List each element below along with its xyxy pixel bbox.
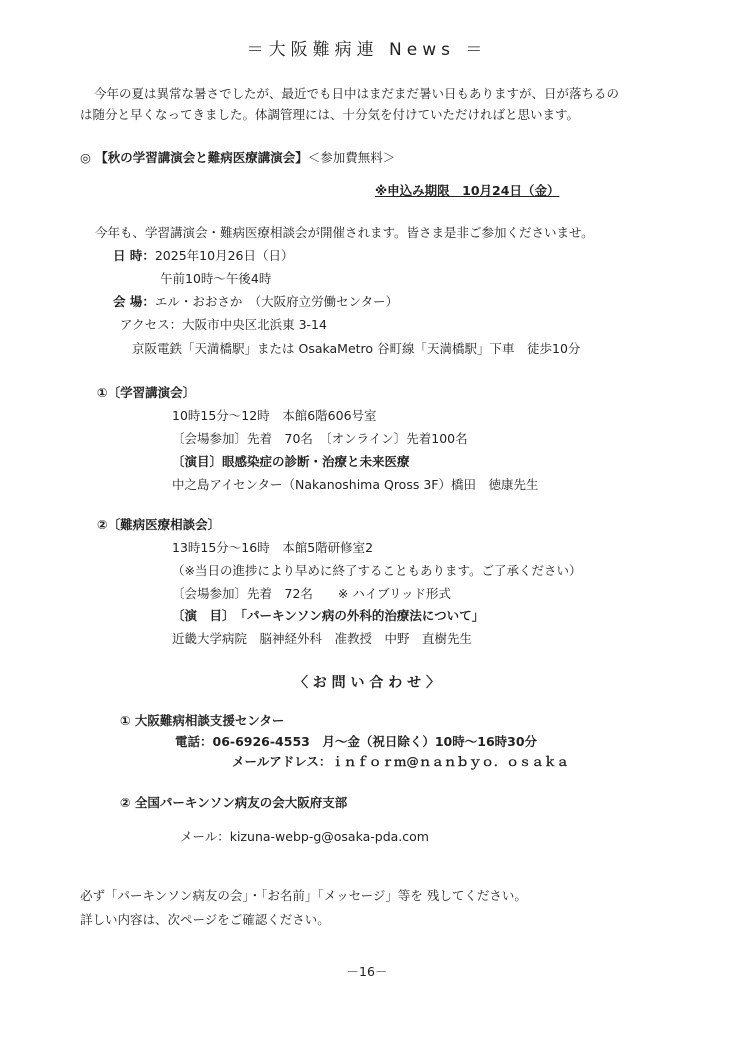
event-heading <box>80 150 395 166</box>
contact2-name: ② 全国パーキンソン病友の会大阪府支部 <box>120 795 348 810</box>
page-number: －16－ <box>346 964 388 979</box>
session2-line: 〔会場参加〕先着 72名 ※ ハイブリッド形式 <box>172 586 451 601</box>
session2-heading: ②〔難病医療相談会〕 <box>97 517 221 532</box>
event-access: アクセス：大阪市中央区北浜東 3-14 <box>120 317 327 332</box>
session1-line: 〔演目〕眼感染症の診断・治療と未来医療 <box>172 454 410 469</box>
event-access-detail: 京阪電鉄「天満橋駅」または OsakaMetro 谷町線「天満橋駅」下車 徒歩10分 <box>132 341 581 356</box>
event-venue <box>113 294 398 310</box>
session1-line: 10時15分～12時 本館6階606号室 <box>172 408 377 423</box>
session1-line: 中之島アイセンター（Nakanoshima Qross 3F）橋田 徳康先生 <box>172 477 539 492</box>
session1-line: 〔会場参加〕先着 70名 〔オンライン〕先着100名 <box>172 431 468 446</box>
session2-line: 13時15分～16時 本館5階研修室2 <box>172 540 374 555</box>
venue-value: エル・おおさか （大阪府立労働センター） <box>154 294 399 309</box>
event-heading-text: ◎ 【秋の学習講演会と難病医療講演会】 <box>80 150 308 165</box>
note-line-1: 必ず「パーキンソン病友の会」・「お名前」「メッセージ」等を 残してください。 <box>80 888 527 903</box>
intro-line-1: 今年の夏は異常な暑さでしたが、最近でも日中はまだまだ暑い日もありますが、日が落ちるの <box>94 86 620 101</box>
contact1-name: ① 大阪難病相談支援センター <box>120 713 285 728</box>
event-time: 午前10時～午後4時 <box>160 271 272 286</box>
page-title: ＝大阪難病連 News ＝ <box>246 40 488 60</box>
intro-line-2: は随分と早くなってきました。体調管理には、十分気を付けていただければと思います。 <box>80 107 580 122</box>
contact2-mail: メール：kizuna-webp-g@osaka-pda.com <box>180 829 429 844</box>
fee-note: ＜参加費無料＞ <box>307 150 396 165</box>
event-date <box>113 248 293 264</box>
contact-heading: 〈 お 問 い 合 わ せ 〉 <box>293 675 441 691</box>
contact1-mail: メールアドレス：ｉｎｆｏｒｍ@ｎａｎｂｙｏ．ｏｓａｋａ <box>232 754 569 769</box>
session2-line: （※当日の進捗により早めに終了することもあります。ご了承ください） <box>172 563 582 578</box>
session2-line: 近畿大学病院 脳神経外科 准教授 中野 直樹先生 <box>172 631 473 646</box>
date-label: 日 時： <box>113 248 155 263</box>
date-value: 2025年10月26日（日） <box>154 248 294 263</box>
contact1-phone: 電話：06-6926-4553 月～金（祝日除く）10時～16時30分 <box>175 734 538 749</box>
note-line-2: 詳しい内容は、次ページをご確認ください。 <box>80 912 330 927</box>
deadline: ※申込み期限 10月24日（金） <box>375 183 560 198</box>
session1-heading: ①〔学習講演会〕 <box>97 385 196 400</box>
event-lead: 今年も、学習講演会・難病医療相談会が開催されます。皆さま是非ご参加くださいませ。 <box>95 225 594 240</box>
session2-line: 〔演 目〕 「パーキンソン病の外科的治療法について」 <box>172 608 485 623</box>
venue-label: 会 場： <box>113 294 155 309</box>
